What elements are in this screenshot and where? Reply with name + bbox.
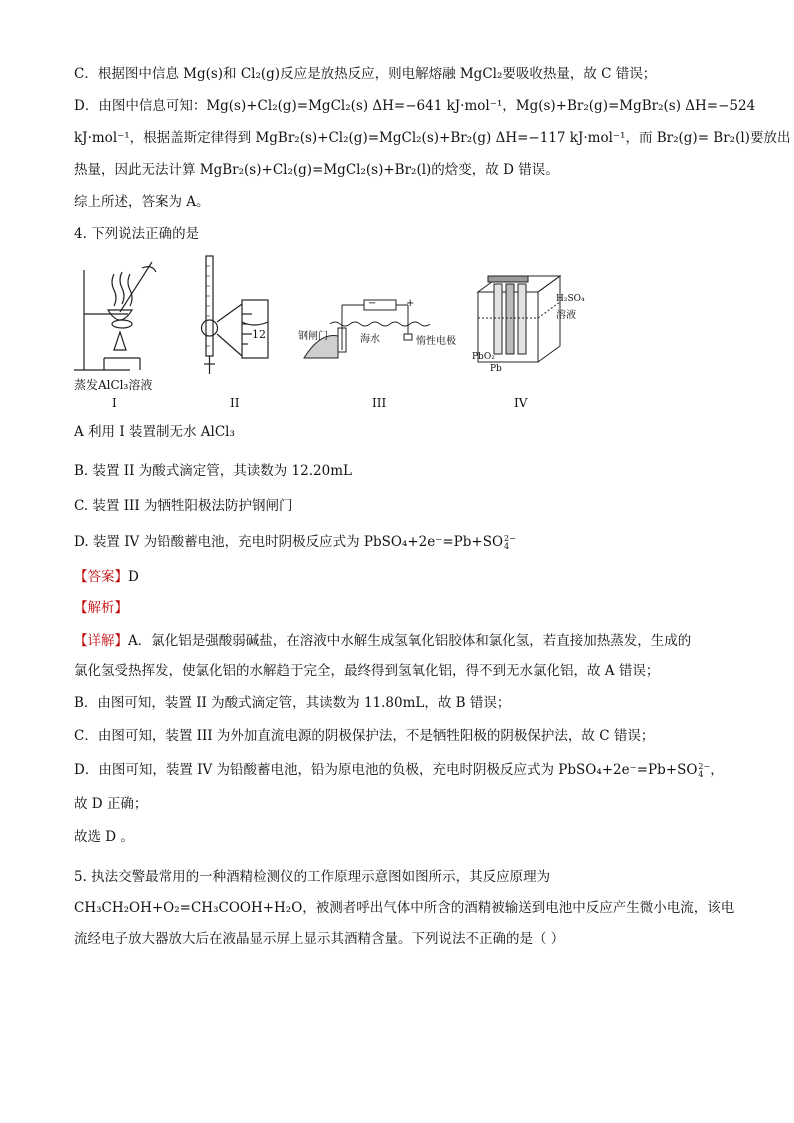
answer-value: D xyxy=(128,569,139,585)
figure-1-label: 蒸发AlCl₃溶液 xyxy=(74,378,153,392)
figure-2-number: II xyxy=(230,396,240,410)
burette-scale-label: 12 xyxy=(252,328,266,341)
question-5-line-3: 流经电子放大器放大后在液晶显示屏上显示其酒精含量。下列说法不正确的是（ ） xyxy=(74,931,565,947)
text-line: C．根据图中信息 Mg(s)和 Cl₂(g)反应是放热反应，则电解熔融 MgCl₂要吸收热量，故 C 错误； xyxy=(74,66,657,82)
pb-label: Pb xyxy=(490,364,502,374)
detail-d-end: ， xyxy=(710,762,724,778)
question-5-line-2: CH₃CH₂OH+O₂=CH₃COOH+H₂O，被测者呼出气体中所含的酒精被输送到电池中反应产生微小电流，该电 xyxy=(74,900,735,916)
sulfate-ion-notation xyxy=(504,535,516,551)
question-4: 4. 下列说法正确的是 xyxy=(74,226,200,242)
figure-row xyxy=(70,252,610,417)
detail-a-line-2: 氯化氢受热挥发，使氯化铝的水解趋于完全，最终得到氢氧化铝，得不到无水氯化铝，故 A 错误； xyxy=(74,663,660,679)
figure-evaporation xyxy=(70,252,185,387)
ion-subscript: 4 xyxy=(698,769,704,779)
power-plus-label: + xyxy=(406,298,415,309)
question-5-line-1: 5. 执法交警最常用的一种酒精检测仪的工作原理示意图如图所示，其反应原理为 xyxy=(74,869,551,885)
answer-line xyxy=(74,567,734,587)
detail-d-text: D．由图可知，装置 IV 为铅酸蓄电池，铅为原电池的负极，充电时阴极反应式为 PbSO₄+2e⁻=Pb+SO xyxy=(74,762,698,778)
detail-c: C．由图可知，装置 III 为外加直流电源的阴极保护法，不是牺牲阳极的阴极保护法，故 C 错误； xyxy=(74,728,655,744)
detail-tag: 【详解】 xyxy=(74,633,128,649)
pbo2-label: PbO₂ xyxy=(472,352,495,362)
figure-burette xyxy=(190,252,280,387)
inert-electrode-label: 惰性电极 xyxy=(416,336,456,347)
option-a: A 利用 I 装置制无水 AlCl₃ xyxy=(74,424,235,440)
detail-a-text: A．氯化铝是强酸弱碱盐，在溶液中水解生成氢氧化铝胶体和氯化氢，若直接加热蒸发，生成的 xyxy=(128,633,692,649)
sulfate-ion-notation xyxy=(698,763,710,779)
summary-line: 综上所述，答案为 A。 xyxy=(74,194,210,210)
detail-b: B．由图可知，装置 II 为酸式滴定管，其读数为 11.80mL，故 B 错误； xyxy=(74,695,511,711)
text-line: D．由图中信息可知：Mg(s)+Cl₂(g)=MgCl₂(s) ΔH=−641 kJ·mol⁻¹，Mg(s)+Br₂(g)=MgBr₂(s) ΔH=−524 xyxy=(74,98,756,114)
detail-a-line-1 xyxy=(74,631,734,651)
analysis-tag: 【解析】 xyxy=(74,600,128,616)
figure-1-number: I xyxy=(112,396,117,410)
text-line: kJ·mol⁻¹，根据盖斯定律得到 MgBr₂(s)+Cl₂(g)=MgCl₂(s)+Br₂(g) ΔH=−117 kJ·mol⁻¹，而 Br₂(g)= Br₂(l)要放出 xyxy=(74,130,791,146)
gate-label: 钢闸门 xyxy=(298,331,328,342)
option-b: B. 装置 II 为酸式滴定管，其读数为 12.20mL xyxy=(74,463,352,479)
detail-d-line-2: 故 D 正确； xyxy=(74,796,148,812)
detail-d-line-1 xyxy=(74,760,734,780)
ion-charge: 2− xyxy=(698,761,711,771)
figure-3-number: III xyxy=(372,396,387,410)
ion-subscript: 4 xyxy=(504,541,510,551)
ion-charge: 2− xyxy=(504,533,516,543)
power-minus-label: − xyxy=(368,298,377,309)
h2so4-label: H₂SO₄ xyxy=(556,294,585,304)
option-d xyxy=(74,532,734,552)
option-d-text: D. 装置 IV 为铅酸蓄电池，充电时阴极反应式为 PbSO₄+2e⁻=Pb+SO xyxy=(74,534,504,550)
answer-tag: 【答案】 xyxy=(74,569,128,585)
solution-label: 溶液 xyxy=(556,310,576,321)
sea-water-label: 海水 xyxy=(360,334,380,345)
option-c: C. 装置 III 为牺牲阳极法防护钢闸门 xyxy=(74,498,293,514)
text-line: 热量，因此无法计算 MgBr₂(s)+Cl₂(g)=MgCl₂(s)+Br₂(l)的焓变，故 D 错误。 xyxy=(74,162,559,178)
figure-4-number: IV xyxy=(514,396,528,410)
choose-line: 故选 D 。 xyxy=(74,829,134,845)
